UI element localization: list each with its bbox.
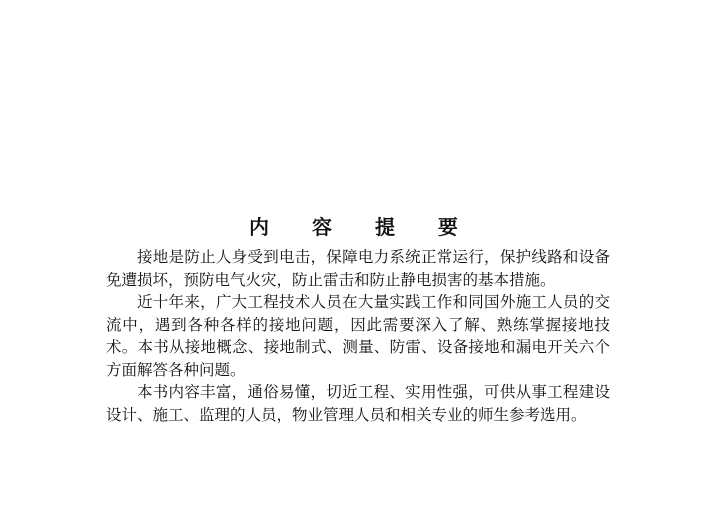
summary-paragraph-1: 接地是防止人身受到电击，保障电力系统正常运行，保护线路和设备免遭损坏，预防电气火灾，防止雷击和防止静电损害的基本措施。 xyxy=(106,248,610,289)
summary-paragraph-3: 本书内容丰富，通俗易懂，切近工程、实用性强，可供从事工程建设设计、施工、监理的人员，物业管理人员和相关专业的师生参考选用。 xyxy=(106,383,610,424)
summary-body xyxy=(106,246,610,426)
document-title: 内 容 提 要 xyxy=(249,215,476,240)
summary-paragraph-2: 近十年来，广大工程技术人员在大量实践工作和同国外施工人员的交流中，遇到各种各样的接地问题，因此需要深入了解、熟练掌握接地技术。本书从接地概念、接地制式、测量、防雷、设备接地和漏电开关六个方面解答各种问题。 xyxy=(106,293,610,379)
